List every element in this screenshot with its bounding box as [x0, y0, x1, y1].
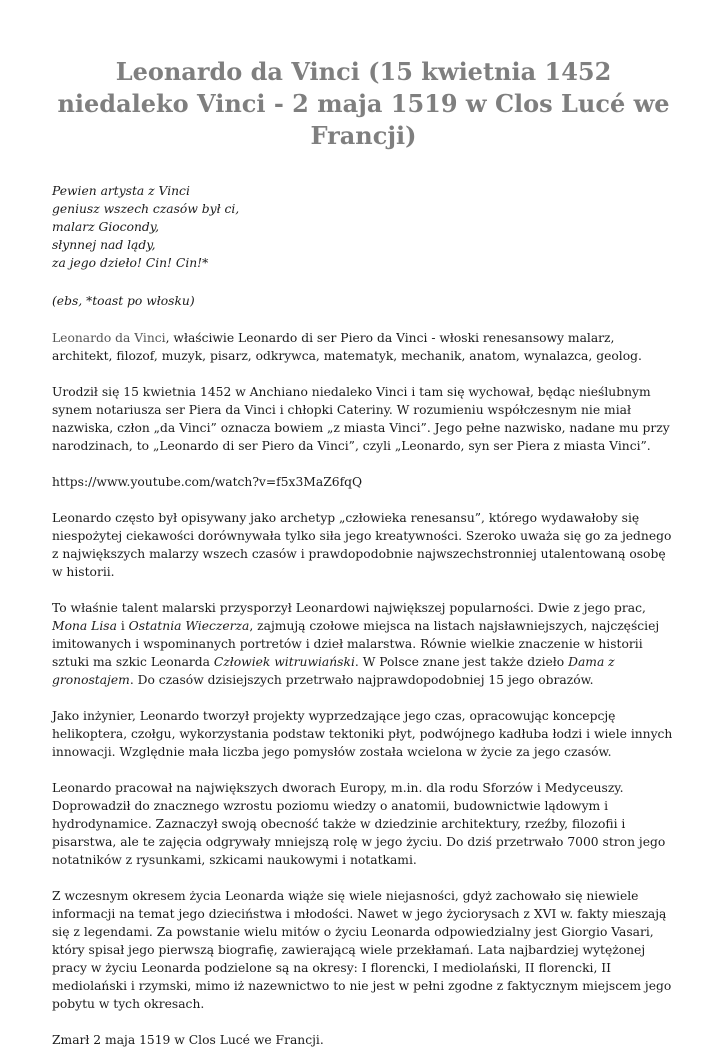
work-title: Mona Lisa — [52, 619, 117, 633]
text-run: . W Polsce znane jest także dzieło — [354, 655, 569, 669]
paragraph-early-life: Z wczesnym okresem życia Leonarda wiąże się wiele niejasności, gdyż zachowało się niewiele informacji na temat jego dzieciństwa i młodości. Nawet w jego życiorysach z XVI w. fakty mieszają się z legendami. Za powstanie wielu mitów o życiu Leonarda odpowiedzialny jest Giorgio Vasari, który spisał jego pierwszą biografię, zawierającą wiele przekłamań. Lata najbardziej wytężonej pracy w życiu Leonarda podzielone są na okresy: I florencki, I mediolański, II florencki, II mediolański i rzymski, mimo iż nazewnictwo to nie jest w pełni zgodne z faktycznym miejscem jego pobytu w tych okresach. — [52, 889, 672, 1011]
work-title: Ostatnia Wieczerza — [128, 619, 250, 633]
text-run: , zajmują czołowe miejsca na listach najsławniejszych, najczęściej imitowanych i wspominanych portretów i dzieł malarstwa. Równie wielkie znaczenie w historii sztuki ma szkic Leonarda — [52, 619, 660, 669]
intro-text: , właściwie Leonardo di ser Piero da Vinci - włoski renesansowy malarz, architekt, filozof, muzyk, pisarz, odkrywca, matematyk, mechanik, anatom, wynalazca, geolog. — [52, 331, 642, 363]
text-run: i — [116, 619, 129, 633]
poem-line: geniusz wszech czasów był ci, — [52, 202, 240, 216]
poem-line: za jego dzieło! Cin! Cin!* — [52, 256, 209, 270]
paragraph-paintings — [52, 599, 675, 689]
poem — [52, 182, 675, 272]
paragraph-birth: Urodził się 15 kwietnia 1452 w Anchiano niedaleko Vinci i tam się wychował, będąc nieślubnym synem notariusza ser Piera da Vinci i chłopki Cateriny. W rozumieniu współczesnym nie miał nazwiska, człon „da Vinci” oznacza bowiem „z miasta Vinci”. Jego pełne nazwisko, nadane mu przy narodzinach, to „Leonardo di ser Piero da Vinci”, czyli „Leonardo, syn ser Piera z miasta Vinci”. — [52, 385, 670, 453]
text-run: To właśnie talent malarski przysporzył Leonardowi największej popularności. Dwie z jego prac, — [52, 601, 646, 615]
paragraph-engineer: Jako inżynier, Leonardo tworzył projekty wyprzedzające jego czas, opracowując koncepcję helikoptera, czołgu, wykorzystania podstaw tektoniki płyt, podwójnego kadłuba łodzi i wiele innych innowacji. Względnie mała liczba jego pomysłów została wcielona w życie za jego czasów. — [52, 709, 673, 759]
poem-line: malarz Giocondy, — [52, 220, 159, 234]
youtube-url: https://www.youtube.com/watch?v=f5x3MaZ6fqQ — [52, 475, 363, 489]
leonardo-link[interactable]: Leonardo da Vinci — [52, 331, 166, 345]
paragraph-intro — [52, 329, 675, 365]
paragraph-renaissance: Leonardo często był opisywany jako archetyp „człowieka renesansu”, którego wydawałoby się niespożytej ciekawości dorównywała tylko siła jego kreatywności. Szeroko uważa się go za jednego z największych malarzy wszech czasów i prawdopodobnie najwszechstronniej utalentowaną osobę w historii. — [52, 511, 672, 579]
paragraph-death: Zmarł 2 maja 1519 w Clos Lucé we Francji. — [52, 1033, 324, 1047]
paragraph-courts: Leonardo pracował na największych dworach Europy, m.in. dla rodu Sforzów i Medyceuszy. Doprowadził do znacznego wzrostu poziomu wiedzy o anatomii, budownictwie lądowym i hydrodynamice. Zaznaczył swoją obecność także w dziedzinie architektury, rzeźby, filozofii i pisarstwa, ale te zajęcia odgrywały mniejszą rolę w jego życiu. Do dziś przetrwało 7000 stron jego notatników z rysunkami, szkicami naukowymi i notatkami. — [52, 781, 666, 867]
work-title: Człowiek witruwiański — [213, 655, 355, 669]
text-run: . Do czasów dzisiejszych przetrwało najprawdopodobniej 15 jego obrazów. — [129, 673, 594, 687]
poem-line: Pewien artysta z Vinci — [52, 184, 190, 198]
work-title: Dama z gronostajem — [52, 655, 615, 687]
page-title: Leonardo da Vinci (15 kwietnia 1452 niedaleko Vinci - 2 maja 1519 w Clos Lucé we Francji) — [57, 57, 670, 150]
poem-line: słynnej nad lądy, — [52, 238, 156, 252]
poem-note: (ebs, *toast po włosku) — [52, 294, 195, 308]
